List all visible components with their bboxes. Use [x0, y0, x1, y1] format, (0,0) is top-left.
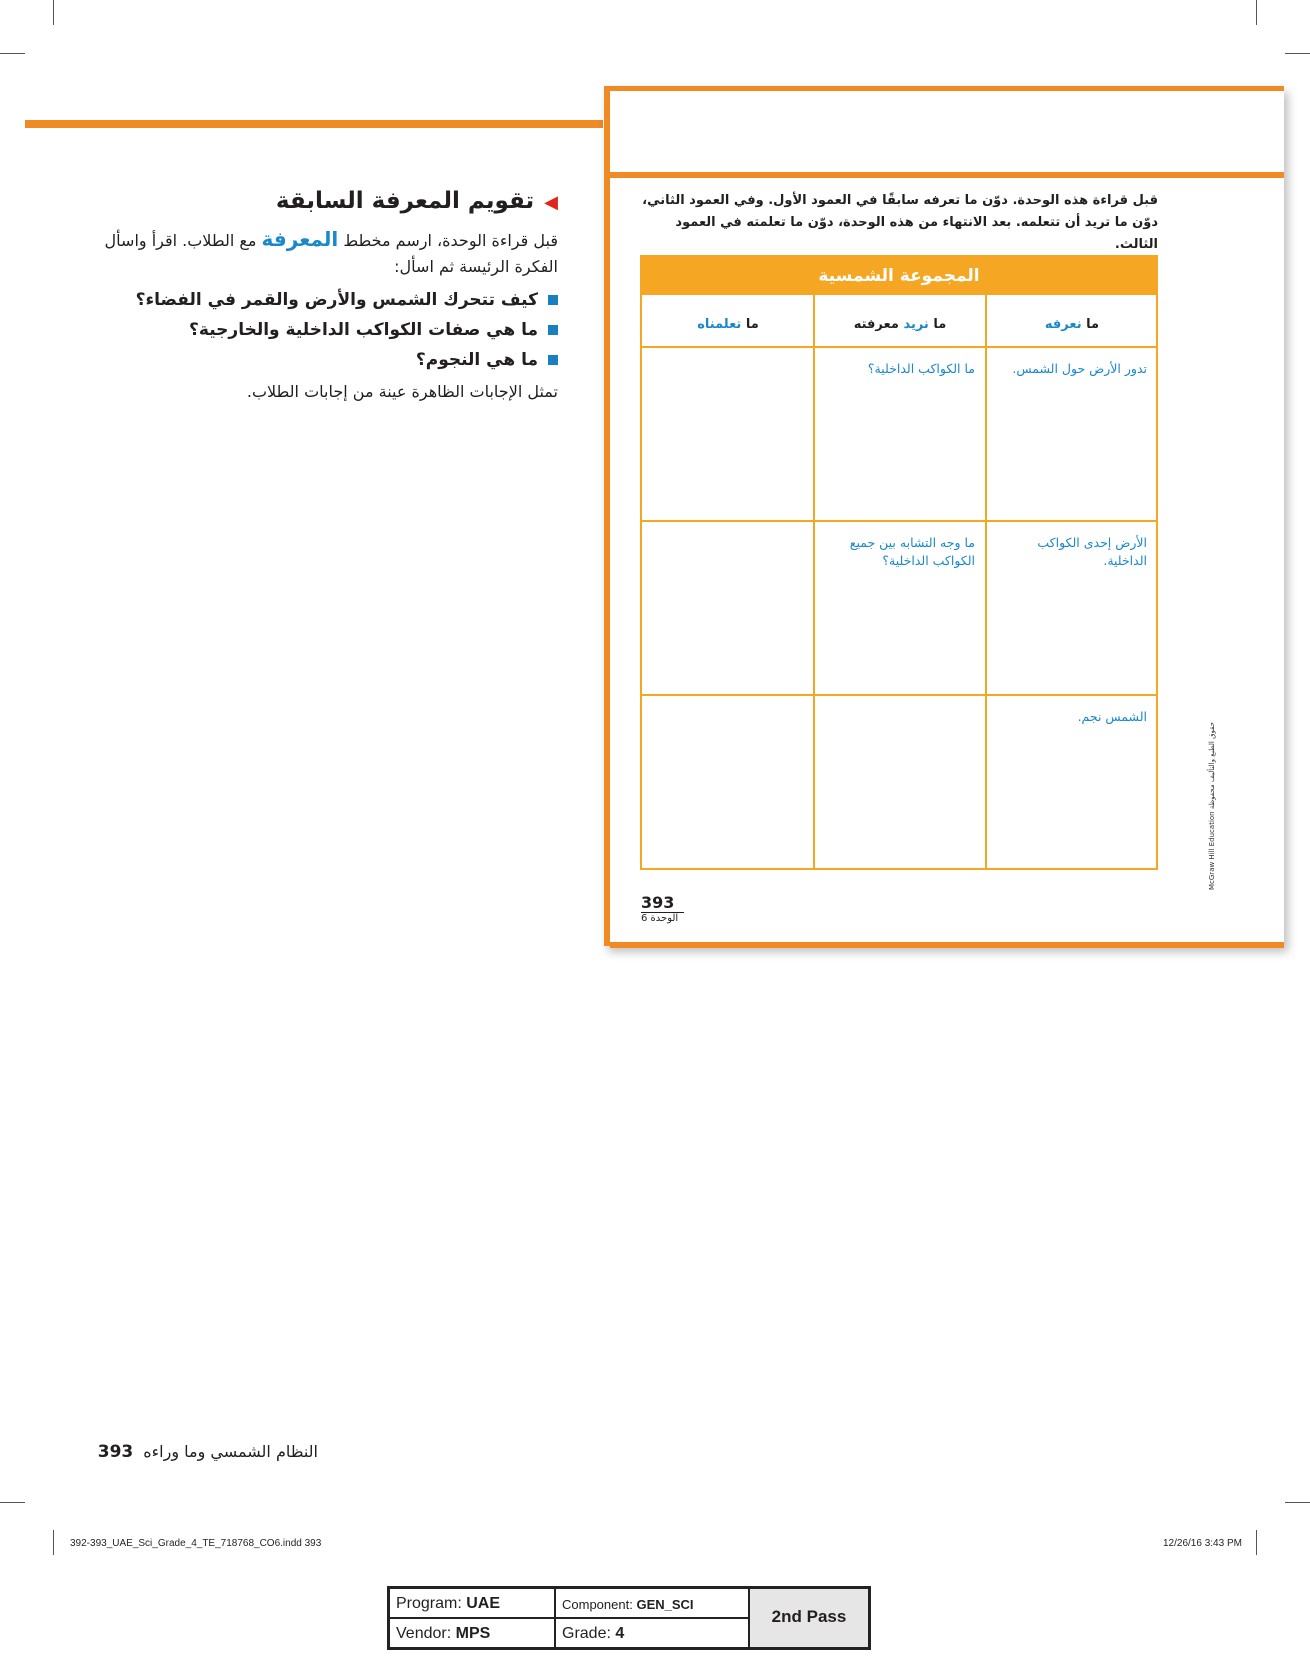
- answer-note: تمثل الإجابات الظاهرة عينة من إجابات الطلاب.: [246, 382, 558, 401]
- kwl-header-want: [815, 317, 985, 332]
- square-bullet-icon: [548, 295, 558, 305]
- header-rule: [25, 120, 603, 128]
- section-heading: [276, 188, 558, 214]
- kwl-header-text: ما: [741, 317, 759, 332]
- component-label: Component:: [562, 1597, 633, 1612]
- program-cell: [389, 1588, 555, 1618]
- kwl-cell: الأرض إحدى الكواكب الداخلية.: [1037, 535, 1147, 568]
- triangle-icon: ◀: [544, 192, 558, 213]
- section-heading-text: تقويم المعرفة السابقة: [275, 188, 535, 214]
- student-unit-label: الوحدة 6: [641, 913, 679, 924]
- question-text: ما هي صفات الكواكب الداخلية والخارجية؟: [189, 320, 538, 340]
- grade-cell: [555, 1618, 749, 1648]
- crop-mark: [1285, 1502, 1310, 1503]
- kwl-cell: ما وجه التشابه بين جميع الكواكب الداخلية؟: [849, 535, 975, 568]
- kwl-header-know: [987, 317, 1157, 332]
- vendor-value: MPS: [455, 1625, 491, 1642]
- student-page-number: 393: [641, 893, 684, 913]
- intro-paragraph: [78, 226, 558, 280]
- question-item: [189, 320, 558, 340]
- question-item: [416, 350, 558, 370]
- page-footer: [98, 1442, 318, 1462]
- kwl-chart-title: المجموعة الشمسية: [642, 257, 1156, 295]
- question-text: كيف تتحرك الشمس والأرض والقمر في الفضاء؟: [135, 290, 538, 310]
- kwl-header-learned: [643, 317, 813, 332]
- footer-page-number: 393: [97, 1442, 134, 1462]
- kwl-header-text: ما: [1081, 317, 1100, 332]
- question-text: ما هي النجوم؟: [415, 350, 538, 370]
- crop-mark: [53, 0, 54, 25]
- grade-value: 4: [615, 1625, 625, 1642]
- vendor-label: Vendor:: [396, 1625, 452, 1642]
- program-value: UAE: [466, 1595, 501, 1612]
- kwl-divider: [642, 346, 1156, 348]
- kwl-header-keyword: نريد: [903, 317, 929, 332]
- pass-cell: 2nd Pass: [749, 1588, 869, 1648]
- intro-text: قبل قراءة الوحدة، ارسم مخطط: [338, 231, 558, 250]
- crop-mark: [1256, 1530, 1257, 1555]
- grade-label: Grade:: [562, 1625, 611, 1642]
- crop-mark: [53, 1530, 54, 1555]
- student-page-border: [604, 86, 1284, 91]
- crop-mark: [0, 1502, 25, 1503]
- kwl-cell: تدور الأرض حول الشمس.: [1012, 361, 1147, 376]
- component-cell: [555, 1588, 749, 1618]
- student-page-rule: [610, 942, 1284, 948]
- square-bullet-icon: [548, 355, 558, 365]
- intro-text: مع الطلاب. اقرأ واسأل الفكرة الرئيسة ثم اسأل:: [104, 231, 558, 276]
- copyright-credit: McGraw Hill Education حقوق الطبع والتأليف محفوظة: [1208, 721, 1216, 890]
- vendor-cell: [389, 1618, 555, 1648]
- kwl-divider: [642, 520, 1156, 522]
- kwl-chart: [640, 255, 1158, 870]
- kwl-cell: ما الكواكب الداخلية؟: [867, 361, 975, 376]
- footer-title: النظام الشمسي وما وراءه: [143, 1442, 318, 1461]
- slug-filename: 392-393_UAE_Sci_Grade_4_TE_718768_CO6.indd 393: [70, 1538, 322, 1549]
- crop-mark: [1256, 0, 1257, 25]
- kwl-divider: [813, 295, 815, 868]
- student-instructions: قبل قراءة هذه الوحدة. دوّن ما تعرفه سابقًا في العمود الأول. وفي العمود الثاني، دوّن ما تريد أن تتعلمه. بعد الانتهاء من هذه الوحدة، دوّن ما تعلمته في العمود الثالث.: [642, 193, 1158, 252]
- kwl-header-text: ما: [928, 317, 947, 332]
- kwl-cell: الشمس نجم.: [1077, 709, 1147, 724]
- component-value: GEN_SCI: [636, 1597, 694, 1612]
- kwl-divider: [642, 694, 1156, 696]
- kwl-header-keyword: تعلمناه: [697, 317, 742, 332]
- highlight-term: المعرفة: [261, 227, 339, 251]
- kwl-header-keyword: نعرفه: [1044, 317, 1082, 332]
- student-page-border: [604, 86, 610, 946]
- program-label: Program:: [396, 1595, 462, 1612]
- production-box: [387, 1586, 871, 1650]
- crop-mark: [1285, 53, 1310, 54]
- student-page-rule: [610, 172, 1284, 178]
- kwl-header-text: معرفته: [853, 317, 904, 332]
- crop-mark: [0, 53, 25, 54]
- square-bullet-icon: [548, 325, 558, 335]
- slug-date: 12/26/16 3:43 PM: [1163, 1538, 1242, 1549]
- kwl-divider: [985, 295, 987, 868]
- question-item: [136, 290, 558, 310]
